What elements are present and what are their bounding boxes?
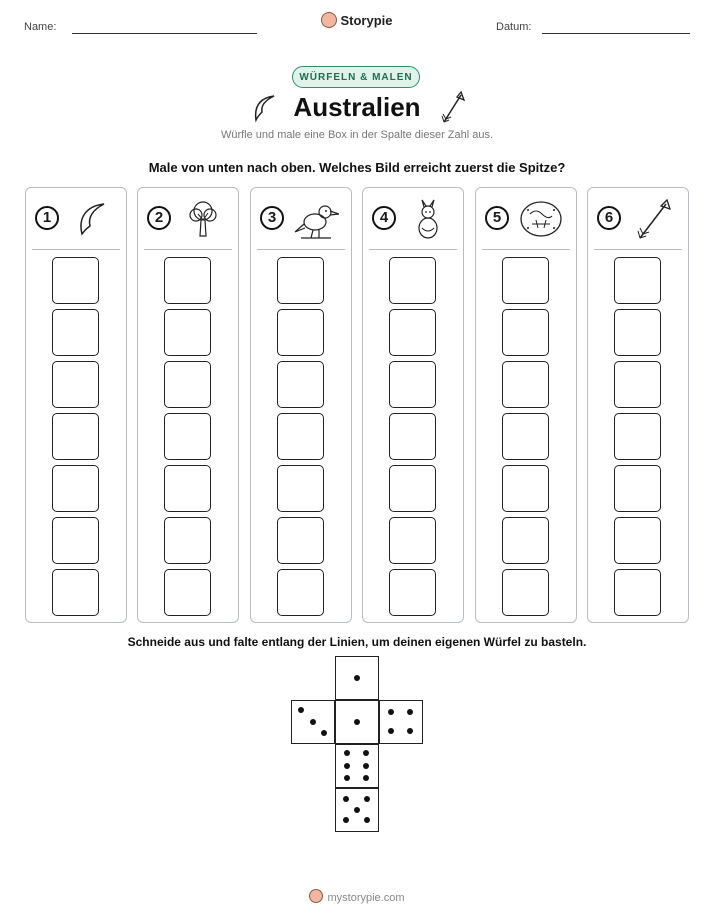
dice-pip (363, 775, 369, 781)
color-box[interactable] (164, 569, 211, 616)
kookaburra-icon (293, 198, 339, 240)
column-number: 6 (597, 206, 621, 230)
color-box[interactable] (502, 257, 549, 304)
kangaroo-icon (405, 198, 451, 240)
color-box[interactable] (389, 517, 436, 564)
dice-pip (364, 796, 370, 802)
dice-pip (407, 709, 413, 715)
dice-face-1 (335, 700, 379, 744)
column-divider (369, 249, 457, 250)
dice-pip (364, 817, 370, 823)
color-box[interactable] (614, 309, 661, 356)
color-box[interactable] (389, 361, 436, 408)
color-box[interactable] (277, 361, 324, 408)
dice-pip (407, 728, 413, 734)
color-box[interactable] (277, 413, 324, 460)
footer-url[interactable]: mystorypie.com (327, 892, 405, 904)
boomerang-icon (68, 198, 114, 240)
color-box[interactable] (614, 361, 661, 408)
color-box[interactable] (614, 569, 661, 616)
color-box[interactable] (389, 257, 436, 304)
color-box[interactable] (614, 517, 661, 564)
color-box[interactable] (277, 465, 324, 512)
color-box[interactable] (614, 413, 661, 460)
color-box[interactable] (502, 569, 549, 616)
dice-pip (354, 675, 360, 681)
color-box[interactable] (164, 517, 211, 564)
dice-pip (344, 775, 350, 781)
column-divider (257, 249, 345, 250)
column-6 (587, 187, 689, 623)
column-number: 1 (35, 206, 59, 230)
column-number: 5 (485, 206, 509, 230)
storypie-bear-icon (309, 889, 323, 903)
color-box[interactable] (164, 257, 211, 304)
dice-pip (344, 763, 350, 769)
dice-pip (298, 707, 304, 713)
color-box[interactable] (52, 257, 99, 304)
date-line[interactable] (542, 33, 690, 34)
dice-face-5 (335, 788, 379, 832)
column-3 (250, 187, 352, 623)
dice-face-6 (335, 744, 379, 788)
footer (0, 889, 714, 904)
dice-pip (343, 817, 349, 823)
column-divider (144, 249, 232, 250)
column-divider (482, 249, 570, 250)
color-box[interactable] (164, 309, 211, 356)
subtitle: Würfle und male eine Box in der Spalte dieser Zahl aus. (220, 129, 494, 141)
dice-pip (388, 709, 394, 715)
dice-pip (343, 796, 349, 802)
spear-arrow-icon (630, 198, 676, 240)
color-box[interactable] (502, 309, 549, 356)
storypie-bear-icon (321, 12, 337, 28)
dice-face-4 (379, 700, 423, 744)
color-box[interactable] (614, 257, 661, 304)
color-box[interactable] (277, 569, 324, 616)
color-box[interactable] (52, 413, 99, 460)
tree-icon (180, 198, 226, 240)
color-box[interactable] (52, 361, 99, 408)
column-divider (32, 249, 120, 250)
activity-badge: WÜRFELN & MALEN (292, 66, 420, 88)
column-number: 4 (372, 206, 396, 230)
page-title: Australien (293, 92, 421, 122)
color-box[interactable] (164, 465, 211, 512)
color-box[interactable] (52, 569, 99, 616)
column-divider (594, 249, 682, 250)
column-1 (25, 187, 127, 623)
cut-instruction: Schneide aus und falte entlang der Linien, um deinen eigenen Würfel zu basteln. (127, 635, 587, 649)
color-box[interactable] (389, 465, 436, 512)
color-box[interactable] (52, 517, 99, 564)
dice-pip (363, 763, 369, 769)
color-box[interactable] (389, 413, 436, 460)
dice-pip (321, 730, 327, 736)
color-box[interactable] (52, 309, 99, 356)
dice-pip (344, 750, 350, 756)
name-label: Name: (24, 21, 57, 33)
color-box[interactable] (389, 309, 436, 356)
instruction: Male von unten nach oben. Welches Bild erreicht zuerst die Spitze? (148, 160, 566, 175)
column-5 (475, 187, 577, 623)
dice-pip (354, 719, 360, 725)
dice-face-1 (335, 656, 379, 700)
color-box[interactable] (52, 465, 99, 512)
column-4 (362, 187, 464, 623)
color-box[interactable] (277, 257, 324, 304)
dice-pip (354, 807, 360, 813)
color-box[interactable] (389, 569, 436, 616)
color-box[interactable] (277, 517, 324, 564)
color-box[interactable] (502, 361, 549, 408)
date-label: Datum: (496, 21, 532, 33)
color-box[interactable] (614, 465, 661, 512)
color-box[interactable] (502, 413, 549, 460)
column-2 (137, 187, 239, 623)
name-line[interactable] (72, 33, 257, 34)
dice-pip (363, 750, 369, 756)
spear-arrow-icon (440, 90, 466, 124)
color-box[interactable] (164, 413, 211, 460)
column-number: 3 (260, 206, 284, 230)
dice-face-3 (291, 700, 335, 744)
brand-logo: Storypie (0, 12, 714, 28)
dice-pip (310, 719, 316, 725)
color-box[interactable] (164, 361, 211, 408)
color-box[interactable] (502, 517, 549, 564)
color-box[interactable] (502, 465, 549, 512)
column-number: 2 (147, 206, 171, 230)
aboriginal-art-stone-icon (518, 198, 564, 240)
color-box[interactable] (277, 309, 324, 356)
dice-pip (388, 728, 394, 734)
